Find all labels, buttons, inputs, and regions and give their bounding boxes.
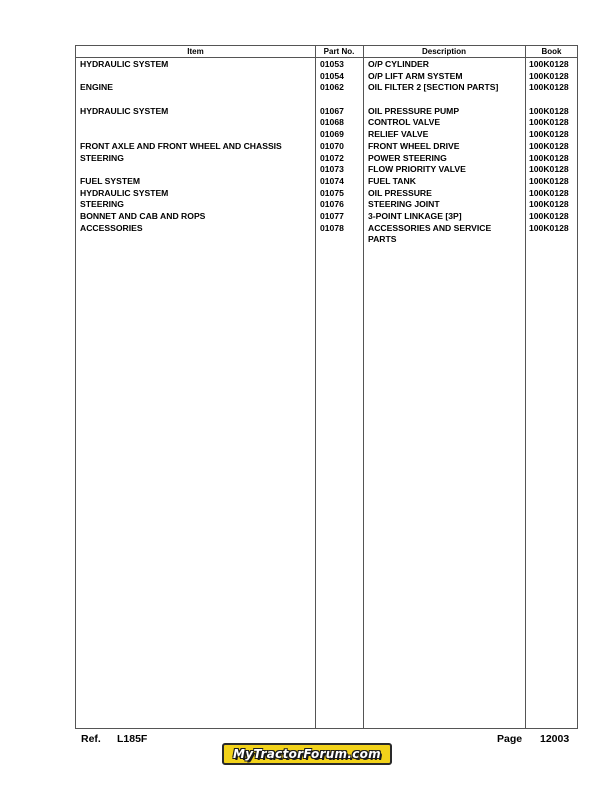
description-cell: FRONT WHEEL DRIVE bbox=[368, 140, 460, 151]
description-cell: OIL FILTER 2 [SECTION PARTS] bbox=[368, 82, 499, 93]
page-label: Page bbox=[497, 733, 523, 745]
description-cell: RELIEF VALVE bbox=[368, 129, 429, 140]
part-no-cell: 01062 bbox=[320, 82, 344, 93]
description-cell: FUEL TANK bbox=[368, 175, 416, 186]
header-part-no: Part No. bbox=[323, 47, 355, 56]
description-cell: OIL PRESSURE PUMP bbox=[368, 105, 460, 116]
book-cell: 100K0128 bbox=[529, 129, 569, 140]
description-cell: O/P CYLINDER bbox=[368, 59, 429, 69]
part-no-cell: 01069 bbox=[320, 129, 344, 140]
header-item: Item bbox=[187, 47, 204, 56]
table-row bbox=[76, 223, 577, 246]
part-no-cell: 01068 bbox=[320, 117, 344, 128]
table-row bbox=[76, 129, 577, 141]
part-no-cell: 01075 bbox=[320, 187, 344, 198]
book-cell: 100K0128 bbox=[529, 117, 569, 128]
header-book: Book bbox=[541, 47, 562, 56]
part-no-cell: 01067 bbox=[320, 105, 344, 116]
description-cell: STEERING JOINT bbox=[368, 199, 440, 210]
book-cell: 100K0128 bbox=[529, 59, 569, 69]
table-row bbox=[76, 117, 577, 129]
book-cell: 100K0128 bbox=[529, 199, 569, 210]
description-cell: O/P LIFT ARM SYSTEM bbox=[368, 70, 463, 81]
part-no-cell: 01053 bbox=[320, 59, 344, 69]
part-no-cell: 01073 bbox=[320, 164, 344, 175]
item-cell: HYDRAULIC SYSTEM bbox=[80, 105, 169, 116]
description-cell: OIL PRESSURE bbox=[368, 187, 432, 198]
description-cell: FLOW PRIORITY VALVE bbox=[368, 164, 466, 175]
ref-value: L185F bbox=[117, 733, 148, 745]
book-cell: 100K0128 bbox=[529, 70, 569, 81]
item-cell: FUEL SYSTEM bbox=[80, 175, 141, 186]
book-cell: 100K0128 bbox=[529, 175, 569, 186]
table-row bbox=[76, 71, 577, 83]
book-cell: 100K0128 bbox=[529, 187, 569, 198]
description-cell: CONTROL VALVE bbox=[368, 117, 441, 128]
item-cell: STEERING bbox=[80, 199, 124, 210]
table-row bbox=[76, 176, 577, 188]
item-cell: ENGINE bbox=[80, 82, 113, 93]
page-number: 12003 bbox=[540, 733, 570, 745]
description-cell: ACCESSORIES AND SERVICE PARTS bbox=[368, 222, 492, 245]
table-row bbox=[76, 164, 577, 176]
item-cell: HYDRAULIC SYSTEM bbox=[80, 187, 169, 198]
part-no-cell: 01077 bbox=[320, 210, 344, 221]
table-row bbox=[76, 153, 577, 165]
item-cell: STEERING bbox=[80, 152, 124, 163]
part-no-cell: 01054 bbox=[320, 70, 344, 81]
item-cell: ACCESSORIES bbox=[80, 222, 143, 233]
part-no-cell: 01072 bbox=[320, 152, 344, 163]
table-body bbox=[76, 59, 577, 246]
part-no-cell: 01070 bbox=[320, 140, 344, 151]
part-no-cell: 01078 bbox=[320, 222, 344, 233]
table-row bbox=[76, 59, 577, 71]
part-no-cell: 01074 bbox=[320, 175, 344, 186]
item-cell: FRONT AXLE AND FRONT WHEEL AND CHASSIS bbox=[80, 140, 282, 151]
ref-label: Ref. bbox=[81, 733, 101, 745]
book-cell: 100K0128 bbox=[529, 105, 569, 116]
table-row bbox=[76, 188, 577, 200]
description-cell: 3-POINT LINKAGE [3P] bbox=[368, 210, 462, 221]
table-row bbox=[76, 211, 577, 223]
book-cell: 100K0128 bbox=[529, 164, 569, 175]
table-row bbox=[76, 106, 577, 118]
mytractorforum-logo bbox=[222, 743, 392, 765]
table-row bbox=[76, 199, 577, 211]
description-cell: POWER STEERING bbox=[368, 152, 447, 163]
book-cell: 100K0128 bbox=[529, 222, 569, 233]
logo-text: MyTractorForum.com bbox=[233, 747, 381, 761]
book-cell: 100K0128 bbox=[529, 140, 569, 151]
table-row bbox=[76, 82, 577, 105]
part-no-cell: 01076 bbox=[320, 199, 344, 210]
item-cell: BONNET AND CAB AND ROPS bbox=[80, 210, 206, 221]
header-divider bbox=[76, 57, 577, 58]
table-row bbox=[76, 141, 577, 153]
parts-index-table bbox=[75, 45, 578, 729]
book-cell: 100K0128 bbox=[529, 82, 569, 93]
book-cell: 100K0128 bbox=[529, 210, 569, 221]
book-cell: 100K0128 bbox=[529, 152, 569, 163]
header-description: Description bbox=[421, 47, 466, 56]
item-cell: HYDRAULIC SYSTEM bbox=[80, 59, 169, 69]
